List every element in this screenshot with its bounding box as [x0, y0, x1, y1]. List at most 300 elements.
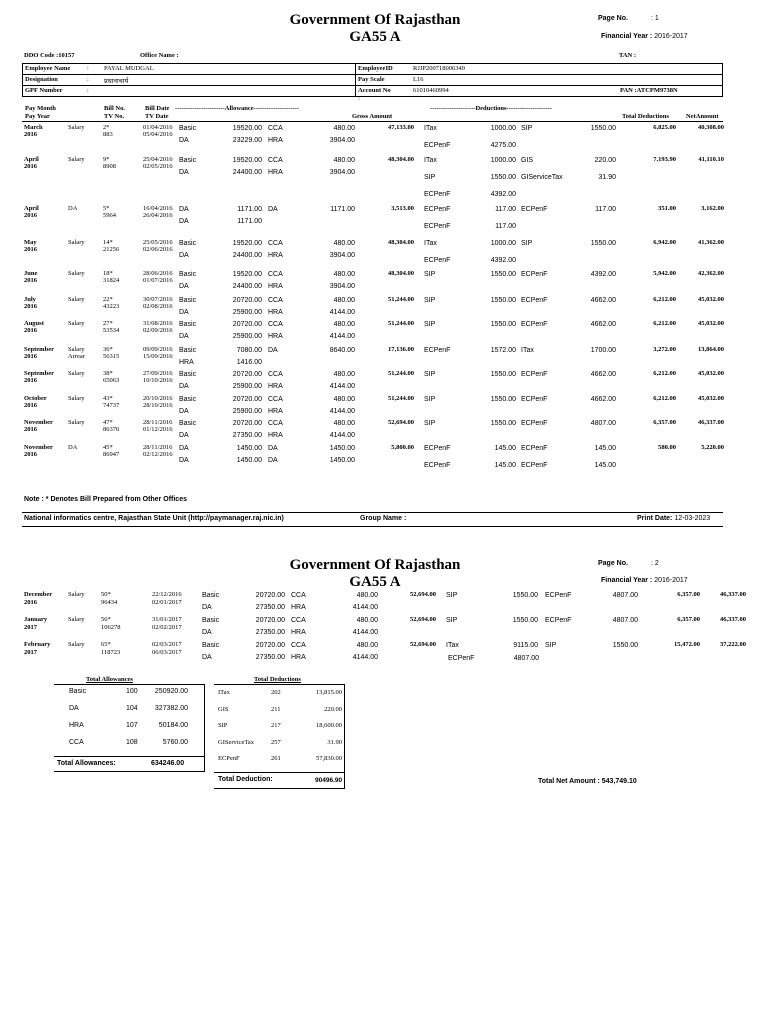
allow-name: CCA: [291, 617, 306, 624]
row-year: 2016: [24, 246, 37, 253]
row-bill-date: 28/06/2016: [143, 270, 173, 277]
allow-name: Basic: [179, 420, 197, 427]
total-allow-amount: 50184.00: [158, 722, 188, 729]
row-bill-date: 22/12/2016: [152, 591, 182, 598]
row-gross: 48,304.00: [388, 239, 414, 246]
allow-amount: 25900.00: [232, 383, 262, 390]
row-bill-date: 27/09/2016: [143, 370, 173, 377]
ded-name: ECPenF: [424, 445, 451, 452]
ded-amount: 220.00: [594, 157, 616, 164]
row-tv-no: 118723: [101, 649, 121, 656]
total-allow-amount: 5760.00: [162, 739, 188, 746]
allow-name: HRA: [268, 383, 283, 390]
total-ded-name: GIS: [218, 706, 229, 713]
ded-name: SIP: [446, 617, 458, 624]
row-tv-no: 8908: [103, 163, 116, 170]
ded-amount: 31.90: [598, 174, 616, 181]
allow-amount: 4144.00: [329, 333, 355, 340]
row-year: 2016: [24, 131, 37, 138]
allow-name: DA: [268, 457, 278, 464]
total-allow-name: Basic: [69, 688, 87, 695]
total-ded-code: 217: [271, 722, 281, 729]
row-tv-date: 28/10/2016: [143, 402, 173, 409]
row-year: 2017: [24, 624, 37, 631]
row-bill-no: 18*: [103, 270, 113, 277]
row-total-deductions: 6,357.00: [677, 591, 700, 598]
ded-amount: 4807.00: [612, 592, 638, 599]
allow-name: DA: [179, 206, 189, 213]
total-net-amount: Total Net Amount : 543,749.10: [538, 778, 637, 785]
allow-name: CCA: [268, 297, 283, 304]
ded-name: ECPenF: [521, 420, 548, 427]
allow-amount: 480.00: [333, 240, 355, 247]
payscale-value: L16: [413, 76, 424, 83]
row-total-deductions: 6,212.00: [653, 296, 676, 303]
ded-amount: 1550.00: [490, 321, 516, 328]
row-tv-no: 74737: [103, 402, 120, 409]
row-year: 2016: [24, 303, 37, 310]
ded-name: ECPenF: [521, 297, 548, 304]
allow-amount: 24400.00: [232, 169, 262, 176]
row-bill-date: 25/05/2016: [143, 239, 173, 246]
ded-name: ECPenF: [424, 347, 451, 354]
allow-name: DA: [179, 309, 189, 316]
ded-amount: 1550.00: [490, 420, 516, 427]
row-bill-date: 28/11/2016: [143, 444, 173, 451]
ded-name: ITax: [424, 240, 437, 247]
row-month: June: [24, 270, 38, 277]
row-bill-date: 16/04/2016: [143, 205, 173, 212]
row-month: November: [24, 444, 53, 451]
note: Note : * Denotes Bill Prepared from Other Offices: [24, 496, 187, 503]
allow-name: Basic: [179, 240, 197, 247]
row-net-amount: 41,110.10: [698, 156, 724, 163]
total-allowances-value: 634246.00: [151, 760, 185, 767]
ded-name: SIP: [424, 420, 436, 427]
row-year: 2016: [24, 426, 37, 433]
row-net-amount: 46,337.00: [720, 616, 746, 623]
row-type: Salary: [68, 124, 85, 131]
row-year: 2016: [24, 402, 37, 409]
hdr-tv-no: TV No.: [104, 113, 125, 120]
row-total-deductions: 6,357.00: [677, 616, 700, 623]
allow-name: CCA: [291, 592, 306, 599]
row-tv-no: 21256: [103, 246, 120, 253]
allow-amount: 27350.00: [255, 604, 285, 611]
emp-name-colon: :: [87, 65, 89, 72]
ded-name: ECPenF: [545, 617, 572, 624]
total-allow-amount: 327382.00: [154, 705, 188, 712]
hdr-bill-no: Bill No.: [104, 105, 125, 112]
allow-name: DA: [179, 252, 189, 259]
allow-name: HRA: [291, 629, 306, 636]
allow-amount: 4144.00: [329, 309, 355, 316]
row-bill-no: 47*: [103, 419, 113, 426]
print-date-label: Print Date:: [637, 515, 673, 522]
allow-name: DA: [179, 137, 189, 144]
page-no-label: Page No.: [598, 15, 628, 22]
total-ded-amount: 220.00: [324, 706, 342, 713]
total-ded-amount: 18,600.00: [316, 722, 342, 729]
row-year: 2016: [24, 451, 37, 458]
allow-amount: 20720.00: [255, 642, 285, 649]
allow-amount: 1171.00: [237, 218, 262, 225]
allow-name: Basic: [179, 297, 197, 304]
allow-amount: 27350.00: [255, 629, 285, 636]
allow-name: DA: [179, 218, 189, 225]
row-net-amount: 46,337.00: [720, 591, 746, 598]
row-tv-date: 26/04/2016: [143, 212, 173, 219]
row-total-deductions: 6,357.00: [653, 419, 676, 426]
allow-name: DA: [179, 457, 189, 464]
allow-amount: 20720.00: [232, 371, 262, 378]
allow-amount: 24400.00: [232, 252, 262, 259]
allow-name: DA: [179, 408, 189, 415]
ded-amount: 1550.00: [512, 617, 538, 624]
row-tv-date: 02/09/2016: [143, 327, 173, 334]
ded-amount: 1550.00: [490, 174, 516, 181]
ded-amount: 1550.00: [590, 240, 616, 247]
row-gross: 52,694.00: [410, 616, 436, 623]
row-month: May: [24, 239, 37, 246]
allow-amount: 480.00: [333, 125, 355, 132]
allow-amount: 27350.00: [232, 432, 262, 439]
allow-name: Basic: [202, 592, 220, 599]
row-month: September: [24, 370, 54, 377]
row-total-deductions: 15,472.00: [674, 641, 700, 648]
ded-name: ECPenF: [424, 142, 451, 149]
row-net-amount: 45,032.00: [698, 370, 724, 377]
fy-label: Financial Year :: [601, 33, 653, 40]
allow-amount: 8640.00: [329, 347, 355, 354]
form-title: GA55 A: [349, 29, 401, 45]
row-year: 2016: [24, 353, 37, 360]
allow-name: Basic: [179, 396, 197, 403]
row-net-amount: 46,337.00: [698, 419, 724, 426]
allow-name: Basic: [179, 125, 197, 132]
ded-name: ECPenF: [521, 462, 548, 469]
page-title: Government Of Rajasthan: [289, 12, 461, 28]
page2-title: Government Of Rajasthan: [289, 557, 461, 573]
row-bill-date: 31/01/2017: [152, 616, 182, 623]
hdr-allowance: -----------------------Allowance---------------------: [175, 105, 300, 112]
row-gross: 5,800.00: [391, 444, 414, 451]
row-month: December: [24, 591, 53, 598]
row-tv-no: 5964: [103, 212, 116, 219]
ded-amount: 1550.00: [490, 371, 516, 378]
ded-name: ECPenF: [521, 445, 548, 452]
total-ded-name: ECPenF: [218, 755, 240, 762]
total-allow-code: 104: [126, 705, 138, 712]
footer-nic: National informatics centre, Rajasthan State Unit (http://paymanager.raj.nic.in): [24, 515, 284, 522]
total-ded-code: 257: [271, 739, 281, 746]
allow-amount: 1171.00: [330, 206, 355, 213]
page-no-value: : 1: [651, 15, 659, 22]
allow-amount: 19520.00: [232, 271, 262, 278]
row-gross: 17,136.00: [388, 346, 414, 353]
allow-name: CCA: [268, 271, 283, 278]
allow-amount: 480.00: [356, 642, 378, 649]
ded-amount: 1550.00: [512, 592, 538, 599]
row-type: Salary: [68, 346, 85, 353]
allow-amount: 3904.00: [329, 283, 355, 290]
allow-amount: 480.00: [333, 321, 355, 328]
row-type: Salary: [68, 270, 85, 277]
print-date-value: 12-03-2023: [674, 515, 711, 522]
row-net-amount: 45,032.00: [698, 320, 724, 327]
row-type2: Arrear: [68, 353, 85, 360]
row-year: 2016: [24, 212, 37, 219]
allow-amount: 27350.00: [255, 654, 285, 661]
ded-amount: 1550.00: [612, 642, 638, 649]
allow-amount: 480.00: [356, 617, 378, 624]
row-type: Salary: [68, 395, 85, 402]
row-total-deductions: 580.00: [658, 444, 676, 451]
ded-name: SIP: [424, 396, 436, 403]
row-tv-no: 53534: [103, 327, 120, 334]
ded-name: SIP: [424, 174, 436, 181]
row-tv-date: 05/04/2016: [143, 131, 173, 138]
ded-amount: 4662.00: [590, 321, 616, 328]
allow-name: CCA: [268, 396, 283, 403]
allow-amount: 480.00: [333, 297, 355, 304]
row-type: DA: [68, 205, 78, 212]
ded-amount: 1550.00: [490, 396, 516, 403]
row-tv-date: 02/06/2016: [143, 246, 173, 253]
row-type: DA: [68, 444, 78, 451]
allow-amount: 1450.00: [236, 445, 262, 452]
ded-amount: 4392.00: [490, 191, 516, 198]
allow-name: HRA: [268, 283, 283, 290]
hdr-net-amount: NetAmount: [686, 113, 719, 120]
office-name: Office Name :: [140, 52, 179, 59]
page2-fy-label: Financial Year :: [601, 577, 653, 584]
ded-amount: 145.00: [594, 462, 616, 469]
ded-amount: 4662.00: [590, 297, 616, 304]
total-ded-amount: 57,830.00: [316, 755, 342, 762]
ded-amount: 117.00: [595, 206, 616, 213]
row-gross: 47,133.00: [388, 124, 414, 131]
allow-amount: 4144.00: [352, 654, 378, 661]
allow-name: DA: [179, 169, 189, 176]
allow-amount: 480.00: [333, 420, 355, 427]
allow-amount: 7080.00: [236, 347, 262, 354]
gpf-colon: :: [87, 87, 89, 94]
row-tv-date: 02/05/2016: [143, 163, 173, 170]
total-ded-name: GIServiceTax: [218, 739, 255, 746]
row-bill-date: 02/03/2017: [152, 641, 182, 648]
ded-amount: 4662.00: [590, 371, 616, 378]
row-tv-no: 65063: [103, 377, 120, 384]
total-deductions-title: Total Deductions: [254, 676, 301, 683]
allow-amount: 4144.00: [329, 432, 355, 439]
ded-name: SIP: [545, 642, 557, 649]
allow-name: CCA: [291, 642, 306, 649]
allow-amount: 23229.00: [232, 137, 262, 144]
allow-amount: 20720.00: [232, 420, 262, 427]
hdr-total-deductions: Total Deductions: [622, 113, 669, 120]
row-type: Salary: [68, 641, 85, 648]
allow-name: DA: [268, 206, 278, 213]
emp-name-value: PAYAL MUDGAL: [104, 65, 154, 72]
row-total-deductions: 5,942.00: [653, 270, 676, 277]
allow-name: DA: [179, 432, 189, 439]
row-tv-date: 02/02/2017: [152, 624, 182, 631]
ded-amount: 1000.00: [490, 240, 516, 247]
ded-name: ECPenF: [424, 223, 451, 230]
allow-name: DA: [268, 445, 278, 452]
row-month: July: [24, 296, 36, 303]
total-allowances-title: Total Allowances: [86, 676, 133, 683]
row-bill-date: 09/09/2016: [143, 346, 173, 353]
ded-name: SIP: [521, 240, 533, 247]
payscale-label: Pay Scale: [358, 76, 385, 83]
row-bill-no: 50*: [101, 591, 111, 598]
hdr-bill-date: Bill Date: [145, 105, 170, 112]
row-year: 2016: [24, 377, 37, 384]
allow-amount: 480.00: [333, 396, 355, 403]
allow-name: HRA: [291, 604, 306, 611]
allow-amount: 3904.00: [329, 252, 355, 259]
ded-amount: 1550.00: [490, 271, 516, 278]
hdr-deductions: ---------------------Deductions---------------------: [430, 105, 552, 112]
ded-name: ECPenF: [521, 271, 548, 278]
allow-name: Basic: [179, 321, 197, 328]
allow-name: Basic: [179, 271, 197, 278]
row-month: April: [24, 156, 39, 163]
row-gross: 51,244.00: [388, 320, 414, 327]
allow-amount: 4144.00: [329, 408, 355, 415]
ded-name: SIP: [424, 271, 436, 278]
allow-name: HRA: [268, 252, 283, 259]
allow-name: CCA: [268, 157, 283, 164]
allow-name: HRA: [268, 408, 283, 415]
tan: TAN :: [619, 52, 637, 59]
row-total-deductions: 3,272.00: [653, 346, 676, 353]
ded-name: SIP: [424, 321, 436, 328]
allow-name: DA: [202, 654, 212, 661]
allow-amount: 3904.00: [329, 169, 355, 176]
row-bill-no: 22*: [103, 296, 113, 303]
row-gross: 52,694.00: [388, 419, 414, 426]
row-gross: 52,694.00: [410, 641, 436, 648]
allow-name: CCA: [268, 371, 283, 378]
row-net-amount: 37,222.00: [720, 641, 746, 648]
allow-name: CCA: [268, 420, 283, 427]
ded-amount: 1572.00: [490, 347, 516, 354]
allow-name: Basic: [179, 347, 197, 354]
row-year: 2017: [24, 649, 37, 656]
ded-amount: 145.00: [494, 462, 516, 469]
row-gross: 48,304.00: [388, 156, 414, 163]
row-tv-no: 96434: [101, 599, 118, 606]
ded-name: ECPenF: [424, 257, 451, 264]
ded-amount: 1550.00: [590, 125, 616, 132]
ded-amount: 4807.00: [612, 617, 638, 624]
allow-name: DA: [202, 629, 212, 636]
ded-amount: 4392.00: [490, 257, 516, 264]
row-type: Salary: [68, 320, 85, 327]
ded-amount: 4662.00: [590, 396, 616, 403]
allow-name: HRA: [268, 137, 283, 144]
ded-name: ITax: [424, 125, 437, 132]
ded-amount: 1700.00: [590, 347, 616, 354]
total-ded-name: ITax: [218, 689, 230, 696]
row-type: Salary: [68, 591, 85, 598]
row-month: October: [24, 395, 47, 402]
row-type: Salary: [68, 156, 85, 163]
total-deduction-value: 90496.90: [315, 777, 343, 784]
row-type: Salary: [68, 616, 85, 623]
row-gross: 3,513.00: [391, 205, 414, 212]
allow-amount: 20720.00: [255, 592, 285, 599]
row-total-deductions: 6,212.00: [653, 320, 676, 327]
row-total-deductions: 351.00: [658, 205, 676, 212]
ded-name: GIServiceTax: [521, 174, 563, 181]
allow-name: HRA: [291, 654, 306, 661]
row-gross: 52,694.00: [410, 591, 436, 598]
row-total-deductions: 6,825.00: [653, 124, 676, 131]
total-ded-code: 202: [271, 689, 281, 696]
ded-amount: 117.00: [495, 206, 516, 213]
ded-amount: 145.00: [594, 445, 616, 452]
ded-amount: 1000.00: [490, 125, 516, 132]
row-month: November: [24, 419, 53, 426]
row-gross: 51,244.00: [388, 395, 414, 402]
ded-name: ECPenF: [545, 592, 572, 599]
allow-name: CCA: [268, 125, 283, 132]
total-ded-code: 261: [271, 755, 281, 762]
allow-name: DA: [179, 283, 189, 290]
row-gross: 51,244.00: [388, 296, 414, 303]
row-type: Salary: [68, 419, 85, 426]
row-type: Salary: [68, 296, 85, 303]
allow-name: HRA: [268, 309, 283, 316]
allow-amount: 1450.00: [329, 445, 355, 452]
row-net-amount: 13,864.00: [698, 346, 724, 353]
ded-amount: 4275.00: [490, 142, 516, 149]
ded-amount: 117.00: [495, 223, 516, 230]
designation-value: प्रधानाचार्य: [104, 78, 129, 85]
row-tv-date: 02/08/2016: [143, 303, 173, 310]
ded-name: ECPenF: [424, 191, 451, 198]
row-year: 2016: [24, 599, 37, 606]
ded-amount: 1550.00: [490, 297, 516, 304]
allow-name: DA: [202, 604, 212, 611]
pan: PAN :ATCPM9738N: [620, 87, 678, 94]
ded-name: ECPenF: [521, 371, 548, 378]
ded-name: SIP: [446, 592, 458, 599]
row-bill-no: 5*: [103, 205, 110, 212]
row-net-amount: 45,032.00: [698, 395, 724, 402]
ded-name: ITax: [446, 642, 459, 649]
designation-colon: :: [87, 76, 89, 83]
row-month: March: [24, 124, 43, 131]
page2-no-value: : 2: [651, 560, 659, 567]
ded-amount: 4807.00: [590, 420, 616, 427]
row-tv-date: 10/10/2016: [143, 377, 173, 384]
allow-name: HRA: [179, 359, 194, 366]
row-bill-date: 25/04/2016: [143, 156, 173, 163]
allow-amount: 25900.00: [232, 408, 262, 415]
group-name: Group Name :: [360, 515, 407, 522]
total-deduction-label: Total Deduction:: [218, 776, 273, 783]
allow-name: HRA: [268, 432, 283, 439]
allow-amount: 19520.00: [232, 125, 262, 132]
ded-name: ECPenF: [448, 655, 475, 662]
hdr-pay-year: Pay Year: [25, 113, 50, 120]
empid-value: RJJP200718006349: [413, 65, 466, 72]
